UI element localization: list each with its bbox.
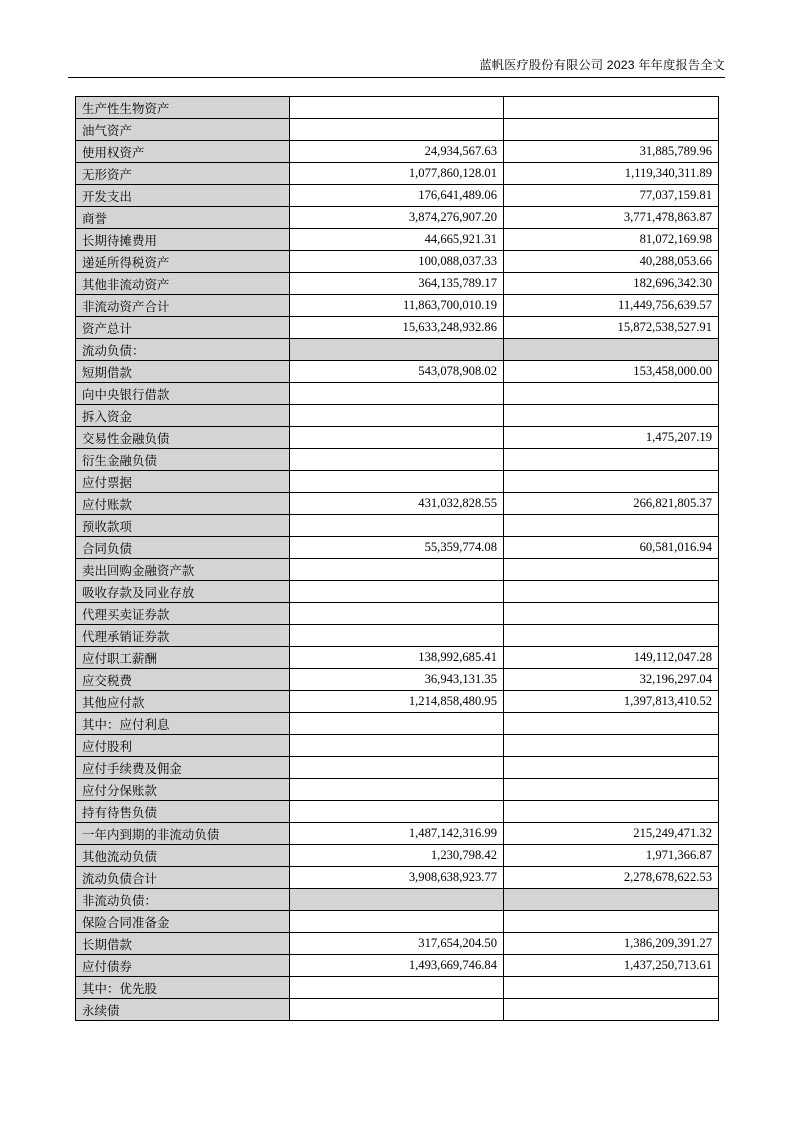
cell-beginning-balance: [504, 471, 719, 493]
row-label: 衍生金融负债: [76, 449, 290, 471]
cell-ending-balance: 3,908,638,923.77: [290, 867, 504, 889]
row-label: 拆入资金: [76, 405, 290, 427]
cell-ending-balance: [290, 581, 504, 603]
table-row: [76, 251, 719, 273]
cell-beginning-balance: [504, 735, 719, 757]
row-label: 应交税费: [76, 669, 290, 691]
cell-beginning-balance: [504, 625, 719, 647]
cell-beginning-balance: [504, 757, 719, 779]
cell-ending-balance: [290, 779, 504, 801]
cell-beginning-balance: [504, 977, 719, 999]
cell-beginning-balance: 15,872,538,527.91: [504, 317, 719, 339]
table-row: [76, 691, 719, 713]
table-row: [76, 603, 719, 625]
cell-ending-balance: [290, 339, 504, 361]
table-row: [76, 889, 719, 911]
cell-ending-balance: 1,230,798.42: [290, 845, 504, 867]
cell-beginning-balance: [504, 713, 719, 735]
row-label: 流动负债合计: [76, 867, 290, 889]
cell-beginning-balance: 40,288,053.66: [504, 251, 719, 273]
cell-beginning-balance: [504, 119, 719, 141]
table-row: [76, 361, 719, 383]
row-label: 资产总计: [76, 317, 290, 339]
row-label: 应付职工薪酬: [76, 647, 290, 669]
cell-ending-balance: [290, 977, 504, 999]
cell-beginning-balance: 1,119,340,311.89: [504, 163, 719, 185]
table-row: [76, 185, 719, 207]
cell-beginning-balance: 11,449,756,639.57: [504, 295, 719, 317]
cell-ending-balance: 100,088,037.33: [290, 251, 504, 273]
cell-beginning-balance: [504, 911, 719, 933]
cell-ending-balance: [290, 911, 504, 933]
cell-ending-balance: 11,863,700,010.19: [290, 295, 504, 317]
table-row: [76, 427, 719, 449]
header-divider-rule: [68, 77, 725, 78]
row-label: 交易性金融负债: [76, 427, 290, 449]
row-label: 吸收存款及同业存放: [76, 581, 290, 603]
cell-beginning-balance: 2,278,678,622.53: [504, 867, 719, 889]
cell-ending-balance: [290, 405, 504, 427]
cell-beginning-balance: 32,196,297.04: [504, 669, 719, 691]
cell-ending-balance: 3,874,276,907.20: [290, 207, 504, 229]
table-row: [76, 317, 719, 339]
cell-ending-balance: 431,032,828.55: [290, 493, 504, 515]
cell-ending-balance: 543,078,908.02: [290, 361, 504, 383]
cell-beginning-balance: [504, 779, 719, 801]
table-row: [76, 955, 719, 977]
cell-ending-balance: [290, 559, 504, 581]
table-row: [76, 999, 719, 1021]
cell-beginning-balance: [504, 515, 719, 537]
table-row: [76, 383, 719, 405]
table-row: [76, 867, 719, 889]
cell-beginning-balance: [504, 339, 719, 361]
cell-beginning-balance: [504, 889, 719, 911]
cell-ending-balance: [290, 801, 504, 823]
cell-beginning-balance: 3,771,478,863.87: [504, 207, 719, 229]
table-row: [76, 669, 719, 691]
table-row: [76, 339, 719, 361]
cell-ending-balance: 1,077,860,128.01: [290, 163, 504, 185]
cell-ending-balance: 55,359,774.08: [290, 537, 504, 559]
cell-beginning-balance: 1,386,209,391.27: [504, 933, 719, 955]
table-row: [76, 625, 719, 647]
cell-beginning-balance: [504, 383, 719, 405]
cell-ending-balance: [290, 713, 504, 735]
row-label: 应付账款: [76, 493, 290, 515]
row-label: 长期借款: [76, 933, 290, 955]
cell-ending-balance: 364,135,789.17: [290, 273, 504, 295]
row-label: 一年内到期的非流动负债: [76, 823, 290, 845]
table-row: [76, 911, 719, 933]
cell-ending-balance: 1,487,142,316.99: [290, 823, 504, 845]
table-row: [76, 119, 719, 141]
table-row: [76, 779, 719, 801]
row-label: 持有待售负债: [76, 801, 290, 823]
row-label: 保险合同准备金: [76, 911, 290, 933]
table-row: [76, 647, 719, 669]
cell-beginning-balance: [504, 97, 719, 119]
table-row: [76, 559, 719, 581]
table-row: [76, 449, 719, 471]
table-row: [76, 581, 719, 603]
row-label: 应付手续费及佣金: [76, 757, 290, 779]
table-row: [76, 845, 719, 867]
cell-beginning-balance: 266,821,805.37: [504, 493, 719, 515]
table-row: [76, 757, 719, 779]
row-label: 应付股利: [76, 735, 290, 757]
row-label: 使用权资产: [76, 141, 290, 163]
row-label: 应付票据: [76, 471, 290, 493]
row-label: 卖出回购金融资产款: [76, 559, 290, 581]
table-row: [76, 273, 719, 295]
row-label: 无形资产: [76, 163, 290, 185]
table-row: [76, 405, 719, 427]
table-row: [76, 229, 719, 251]
cell-ending-balance: [290, 427, 504, 449]
cell-beginning-balance: 1,475,207.19: [504, 427, 719, 449]
cell-ending-balance: [290, 471, 504, 493]
cell-beginning-balance: 153,458,000.00: [504, 361, 719, 383]
table-row: [76, 801, 719, 823]
row-label: 生产性生物资产: [76, 97, 290, 119]
row-label: 其他流动负债: [76, 845, 290, 867]
cell-beginning-balance: [504, 999, 719, 1021]
row-label: 长期待摊费用: [76, 229, 290, 251]
table-row: [76, 493, 719, 515]
cell-beginning-balance: [504, 581, 719, 603]
table-row: [76, 163, 719, 185]
row-label: 永续债: [76, 999, 290, 1021]
cell-beginning-balance: [504, 603, 719, 625]
cell-beginning-balance: 1,397,813,410.52: [504, 691, 719, 713]
cell-ending-balance: [290, 735, 504, 757]
table-row: [76, 471, 719, 493]
cell-ending-balance: 317,654,204.50: [290, 933, 504, 955]
row-label: 合同负债: [76, 537, 290, 559]
table-row: [76, 713, 719, 735]
row-label: 应付分保账款: [76, 779, 290, 801]
section-header-label: 流动负债：: [76, 339, 290, 361]
cell-ending-balance: [290, 449, 504, 471]
row-label: 非流动资产合计: [76, 295, 290, 317]
balance-sheet-container: [75, 96, 718, 1021]
cell-beginning-balance: 1,971,366.87: [504, 845, 719, 867]
cell-beginning-balance: [504, 449, 719, 471]
table-row: [76, 207, 719, 229]
row-label: 代理买卖证券款: [76, 603, 290, 625]
row-label: 其中：应付利息: [76, 713, 290, 735]
cell-ending-balance: 36,943,131.35: [290, 669, 504, 691]
cell-beginning-balance: 31,885,789.96: [504, 141, 719, 163]
cell-ending-balance: [290, 757, 504, 779]
cell-ending-balance: 138,992,685.41: [290, 647, 504, 669]
cell-ending-balance: [290, 999, 504, 1021]
cell-beginning-balance: [504, 405, 719, 427]
cell-beginning-balance: [504, 801, 719, 823]
row-label: 短期借款: [76, 361, 290, 383]
cell-ending-balance: 176,641,489.06: [290, 185, 504, 207]
cell-ending-balance: 15,633,248,932.86: [290, 317, 504, 339]
table-row: [76, 515, 719, 537]
row-label: 商誉: [76, 207, 290, 229]
table-row: [76, 537, 719, 559]
table-row: [76, 141, 719, 163]
cell-beginning-balance: [504, 559, 719, 581]
section-header-label: 非流动负债：: [76, 889, 290, 911]
running-header-text: 蓝帆医疗股份有限公司 2023 年年度报告全文: [479, 58, 725, 72]
table-row: [76, 933, 719, 955]
table-row: [76, 735, 719, 757]
table-row: [76, 97, 719, 119]
cell-beginning-balance: 1,437,250,713.61: [504, 955, 719, 977]
row-label: 向中央银行借款: [76, 383, 290, 405]
row-label: 油气资产: [76, 119, 290, 141]
cell-ending-balance: [290, 889, 504, 911]
cell-ending-balance: [290, 119, 504, 141]
row-label: 其中：优先股: [76, 977, 290, 999]
cell-ending-balance: 44,665,921.31: [290, 229, 504, 251]
table-row: [76, 823, 719, 845]
cell-beginning-balance: 215,249,471.32: [504, 823, 719, 845]
cell-ending-balance: 1,214,858,480.95: [290, 691, 504, 713]
cell-beginning-balance: 60,581,016.94: [504, 537, 719, 559]
cell-ending-balance: [290, 97, 504, 119]
balance-sheet-body: [76, 97, 719, 1021]
cell-ending-balance: [290, 625, 504, 647]
cell-ending-balance: [290, 383, 504, 405]
row-label: 递延所得税资产: [76, 251, 290, 273]
cell-beginning-balance: 182,696,342.30: [504, 273, 719, 295]
row-label: 代理承销证券款: [76, 625, 290, 647]
cell-ending-balance: 24,934,567.63: [290, 141, 504, 163]
table-row: [76, 295, 719, 317]
row-label: 开发支出: [76, 185, 290, 207]
row-label: 应付债券: [76, 955, 290, 977]
cell-beginning-balance: 149,112,047.28: [504, 647, 719, 669]
row-label: 预收款项: [76, 515, 290, 537]
row-label: 其他应付款: [76, 691, 290, 713]
balance-sheet-table: [75, 96, 719, 1021]
cell-ending-balance: [290, 603, 504, 625]
cell-beginning-balance: 77,037,159.81: [504, 185, 719, 207]
row-label: 其他非流动资产: [76, 273, 290, 295]
cell-ending-balance: 1,493,669,746.84: [290, 955, 504, 977]
cell-beginning-balance: 81,072,169.98: [504, 229, 719, 251]
table-row: [76, 977, 719, 999]
cell-ending-balance: [290, 515, 504, 537]
